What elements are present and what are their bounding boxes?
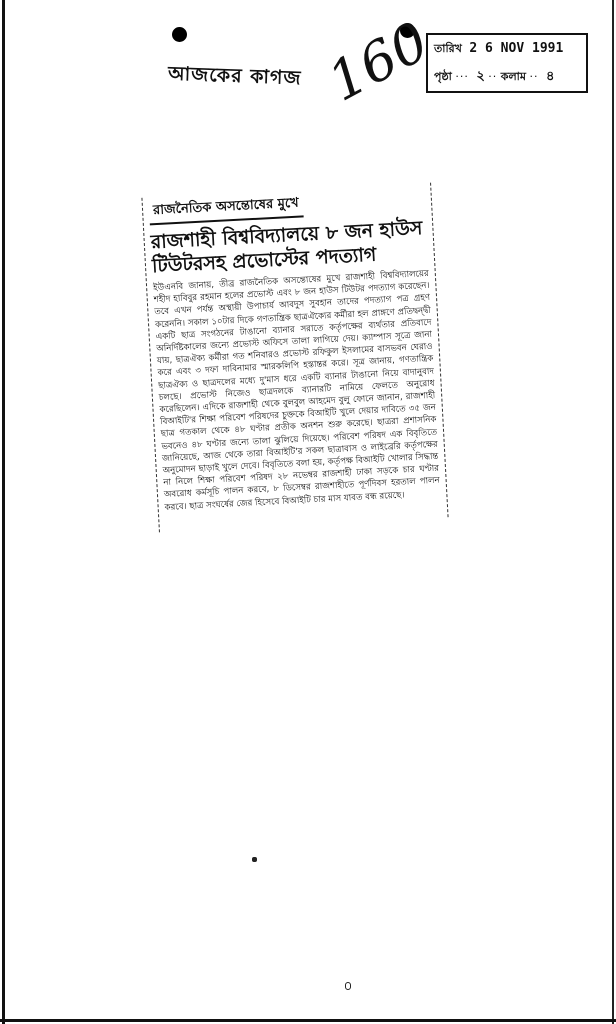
stamp-page-row: পৃষ্ঠা ··· ২ ·· কলাম ·· ৪ bbox=[434, 69, 555, 84]
article-kicker: রাজনৈতিক অসন্তোষের মুখে bbox=[149, 192, 304, 225]
stamp-column-value: ৪ bbox=[545, 69, 555, 84]
stamp-date-value: 2 6 NOV 1991 bbox=[469, 41, 564, 56]
handwritten-number: 160 bbox=[318, 9, 439, 114]
paper-speck bbox=[345, 982, 351, 990]
punch-hole-left bbox=[172, 27, 187, 42]
page-edge-right bbox=[612, 0, 614, 1024]
article-body: ইউএনবি জানায়, তীব্র রাজনৈতিক অসন্তোষের মুখে রাজশাহী বিশ্ববিদ্যালয়ের শহীদ হাবিবুর রহমান হলের প্রভোস্ট এবং ৮ জন হাউস টিউটর পদত্যাগ করেছেন। তবে এখন পর্যন্ত অস্থায়ী উপাচার্য আবদুস সুবহান তাদের পদত্যাগ পত্র গ্রহণ করেননি। সকাল ১০টার দিকে গণতান্ত্রিক ছাত্রঐক্যের কর্মীরা হল প্রাঙ্গণে প্রতিদ্বন্দ্বী একটি ছাত্র সংগঠনের টাঙানো ব্যানার সরাতে কর্তৃপক্ষের ব্যর্থতার প্রতিবাদে অনির্দিষ্টকালের জন্যে প্রভোস্ট অফিসে তালা লাগিয়ে দেয়। ক্যাম্পাস সূত্রে জানা যায়, ছাত্রঐক্য কর্মীরা গত শনিবারও প্রভোস্ট রফিকুল ইসলামের বাসভবন ঘেরাও করে এবং ৩ দফা দাবিনামার স্মারকলিপি হস্তান্তর করে। সূত্র জানায়, গণতান্ত্রিক ছাত্রঐক্য ও ছাত্রদলের মধ্যে দু'মাস ধরে একটি ব্যানার টাঙানো নিয়ে বাদানুবাদ চলছে। প্রভোস্ট নিজেও ছাত্রদলকে ব্যানারটি নামিয়ে ফেলতে অনুরোধ করেছিলেন। এদিকে রাজশাহী থেকে বুলবুল আহমেদ বুলু ফোনে জানান, রাজশাহী বিআইটি'র শিক্ষা পরিবেশ পরিষদের চুক্তকে বিআইটি খুলে দেয়ার দাবিতে ৩৫ জন ছাত্র গতকাল থেকে ৪৮ ঘণ্টার প্রতীক অনশন শুরু করেছে। ছাত্ররা প্রশাসনিক ভবনেও ৪৮ ঘণ্টার জন্যে তালা ঝুলিয়ে দিয়েছে। পরিবেশ পরিষদ এক বিবৃতিতে জানিয়েছে, আজ থেকে তারা বিআইটি'র সকল ছাত্রাবাস ও লাইব্রেরি কর্তৃপক্ষের অনুমোদন ছাড়াই খুলে দেবে। বিবৃতিতে বলা হয়, কর্তৃপক্ষ বিআইটি খোলার সিদ্ধান্ত না নিলে শিক্ষা পরিবেশ পরিষদ ২৮ নভেম্বর রাজশাহী ঢাকা সড়কে চার ঘণ্টার অবরোধ কর্মসূচি পালন করবে, ৮ ডিসেম্বর রাজশাহীতে পূর্ণদিবস হরতাল পালন করবে। ছাত্র সংঘর্ষের জের হিসেবে বিআইটি চার মাস যাবত বন্ধ রয়েছে। bbox=[152, 268, 440, 513]
page-edge-left bbox=[2, 0, 5, 1024]
date-stamp bbox=[426, 33, 588, 93]
stamp-page-value: ২ bbox=[476, 69, 485, 84]
stamp-column-label: কলাম bbox=[500, 70, 526, 83]
paper-speck bbox=[252, 857, 257, 862]
article-headline: রাজশাহী বিশ্ববিদ্যালয়ে ৮ জন হাউস টিউটরসহ প্রভোস্টের পদত্যাগ bbox=[150, 217, 423, 278]
newspaper-name: আজকের কাগজ bbox=[167, 62, 302, 90]
stamp-date-row bbox=[434, 40, 563, 59]
news-clipping bbox=[141, 183, 448, 533]
stamp-date-label: তারিখ bbox=[434, 42, 462, 55]
stamp-page-label: পৃষ্ঠা bbox=[434, 70, 452, 83]
page-edge-bottom bbox=[0, 1019, 616, 1022]
